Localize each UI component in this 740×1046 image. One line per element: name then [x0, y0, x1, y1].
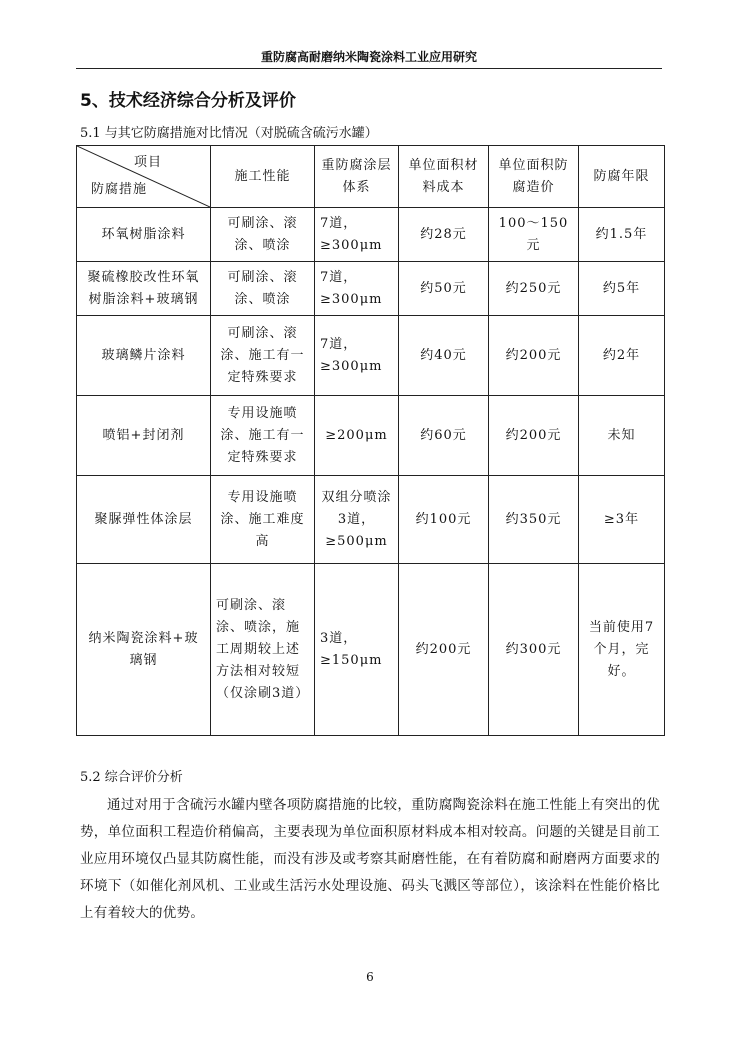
table-cell: 约200元	[399, 564, 489, 736]
table-cell: 可刷涂、滚涂、喷涂	[211, 208, 315, 262]
corner-label-measure: 防腐措施	[91, 182, 148, 197]
table-cell: 约200元	[489, 316, 579, 396]
subsection-5-1-title: 5.1 与其它防腐措施对比情况（对脱硫含硫污水罐）	[80, 126, 378, 141]
body-paragraph: 通过对用于含硫污水罐内壁各项防腐措施的比较，重防腐陶瓷涂料在施工性能上有突出的优势，单位面积工程造价稍偏高，主要表现为单位面积原材料成本相对较高。问题的关键是目前工业应用环境仅凸显其防腐性能，而没有涉及或考察其耐磨性能，在有着防腐和耐磨两方面要求的环境下（如催化剂风机、工业或生活污水处理设施、码头飞溅区等部位），该涂料在性能价格比上有着较大的优势。	[80, 797, 660, 921]
table-cell: 约2年	[579, 316, 665, 396]
table-corner-cell	[77, 146, 211, 208]
col-header: 施工性能	[211, 146, 315, 208]
table-row	[77, 316, 665, 396]
page-number: 6	[366, 970, 374, 984]
table-cell: 喷铝+封闭剂	[77, 396, 211, 476]
table-header-row	[77, 146, 665, 208]
table-cell: 约100元	[399, 476, 489, 564]
table-cell: 专用设施喷涂、施工难度高	[211, 476, 315, 564]
table-cell: 约1.5年	[579, 208, 665, 262]
table-cell: 7道，≥300μm	[315, 262, 399, 316]
table-cell: 3道，≥150μm	[315, 564, 399, 736]
table-cell: 7道，≥300μm	[315, 208, 399, 262]
col-header: 重防腐涂层体系	[315, 146, 399, 208]
col-header: 防腐年限	[579, 146, 665, 208]
table-row	[77, 208, 665, 262]
table-cell: 聚脲弹性体涂层	[77, 476, 211, 564]
table-cell: 聚硫橡胶改性环氧树脂涂料+玻璃钢	[77, 262, 211, 316]
table-cell: ≥200μm	[315, 396, 399, 476]
comparison-table	[76, 145, 665, 736]
col-header: 单位面积防腐造价	[489, 146, 579, 208]
table-cell: 可刷涂、滚涂、喷涂	[211, 262, 315, 316]
table-cell: 约250元	[489, 262, 579, 316]
table-cell: 约28元	[399, 208, 489, 262]
table-cell: 约50元	[399, 262, 489, 316]
corner-label-item: 项目	[133, 155, 162, 170]
table-row	[77, 476, 665, 564]
section-title: 5、技术经济综合分析及评价	[80, 91, 296, 111]
table-cell: 约200元	[489, 396, 579, 476]
col-header: 单位面积材料成本	[399, 146, 489, 208]
table-cell: 纳米陶瓷涂料+玻璃钢	[77, 564, 211, 736]
table-row	[77, 564, 665, 736]
table-cell: 7道，≥300μm	[315, 316, 399, 396]
table-cell: 环氧树脂涂料	[77, 208, 211, 262]
table-cell: 未知	[579, 396, 665, 476]
table-cell: 双组分喷涂3道，≥500μm	[315, 476, 399, 564]
table-cell: 可刷涂、滚涂、喷涂，施工周期较上述方法相对较短（仅涂刷3道）	[211, 564, 315, 736]
subsection-5-2-title: 5.2 综合评价分析	[80, 770, 183, 785]
table-cell: 约350元	[489, 476, 579, 564]
table-cell: 专用设施喷涂、施工有一定特殊要求	[211, 396, 315, 476]
table-cell: 当前使用7个月，完好。	[579, 564, 665, 736]
table-cell: 约40元	[399, 316, 489, 396]
table-cell: 玻璃鳞片涂料	[77, 316, 211, 396]
table-cell: 约5年	[579, 262, 665, 316]
table-cell: 可刷涂、滚涂、施工有一定特殊要求	[211, 316, 315, 396]
header-rule	[76, 68, 662, 69]
table-row	[77, 262, 665, 316]
table-row	[77, 396, 665, 476]
page-header: 重防腐高耐磨纳米陶瓷涂料工业应用研究	[260, 50, 477, 64]
table-cell: 约300元	[489, 564, 579, 736]
table-cell: ≥3年	[579, 476, 665, 564]
table-cell: 100～150元	[489, 208, 579, 262]
table-cell: 约60元	[399, 396, 489, 476]
